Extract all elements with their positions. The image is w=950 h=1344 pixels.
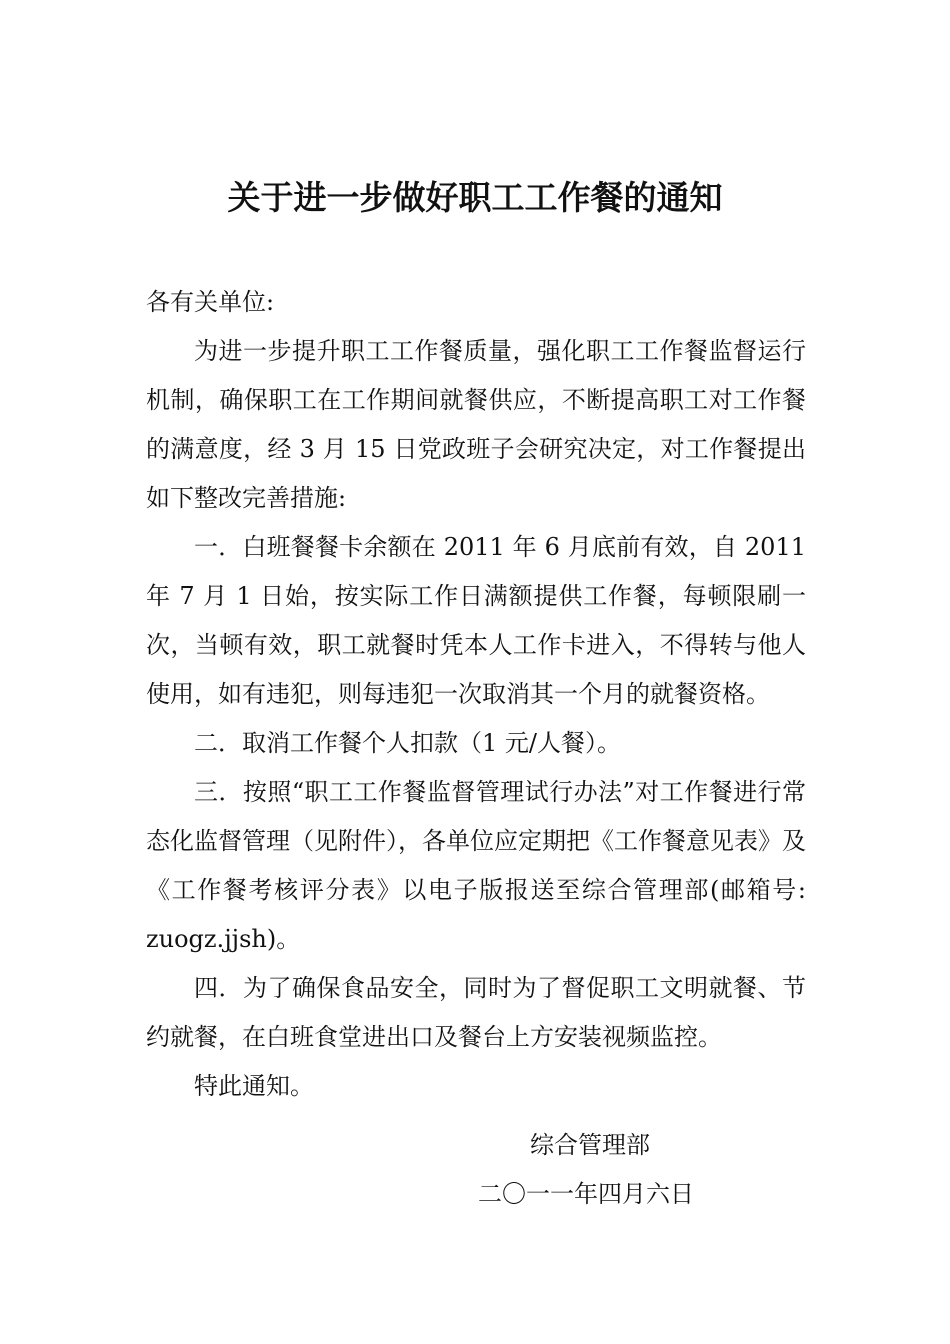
paragraph-item-3: 三．按照“职工工作餐监督管理试行办法”对工作餐进行常态化监督管理（见附件），各单位应定期把《工作餐意见表》及《工作餐考核评分表》以电子版报送至综合管理部(邮箱号: zuogz.jjsh)。 <box>146 778 806 953</box>
greeting: 各有关单位: <box>146 288 275 316</box>
document-title: 关于进一步做好职工工作餐的通知 <box>227 178 723 217</box>
paragraph-closing: 特此通知。 <box>194 1072 314 1100</box>
paragraph-intro: 为进一步提升职工工作餐质量，强化职工工作餐监督运行机制，确保职工在工作期间就餐供应，不断提高职工对工作餐的满意度，经 3 月 15 日党政班子会研究决定，对工作餐提出如下整改完善措施: <box>146 337 806 512</box>
paragraph-item-4: 四．为了确保食品安全，同时为了督促职工文明就餐、节约就餐，在白班食堂进出口及餐台上方安装视频监控。 <box>146 974 806 1051</box>
document-body <box>146 278 806 1111</box>
signature-date: 二〇一一年四月六日 <box>478 1180 694 1208</box>
signature-department: 综合管理部 <box>530 1131 650 1159</box>
paragraph-item-1: 一．白班餐餐卡余额在 2011 年 6 月底前有效，自 2011 年 7 月 1 日始，按实际工作日满额提供工作餐，每顿限刷一次，当顿有效，职工就餐时凭本人工作卡进入，不得转与他人使用，如有违犯，则每违犯一次取消其一个月的就餐资格。 <box>146 533 806 708</box>
paragraph-item-2: 二．取消工作餐个人扣款（1 元/人餐）。 <box>194 729 621 757</box>
